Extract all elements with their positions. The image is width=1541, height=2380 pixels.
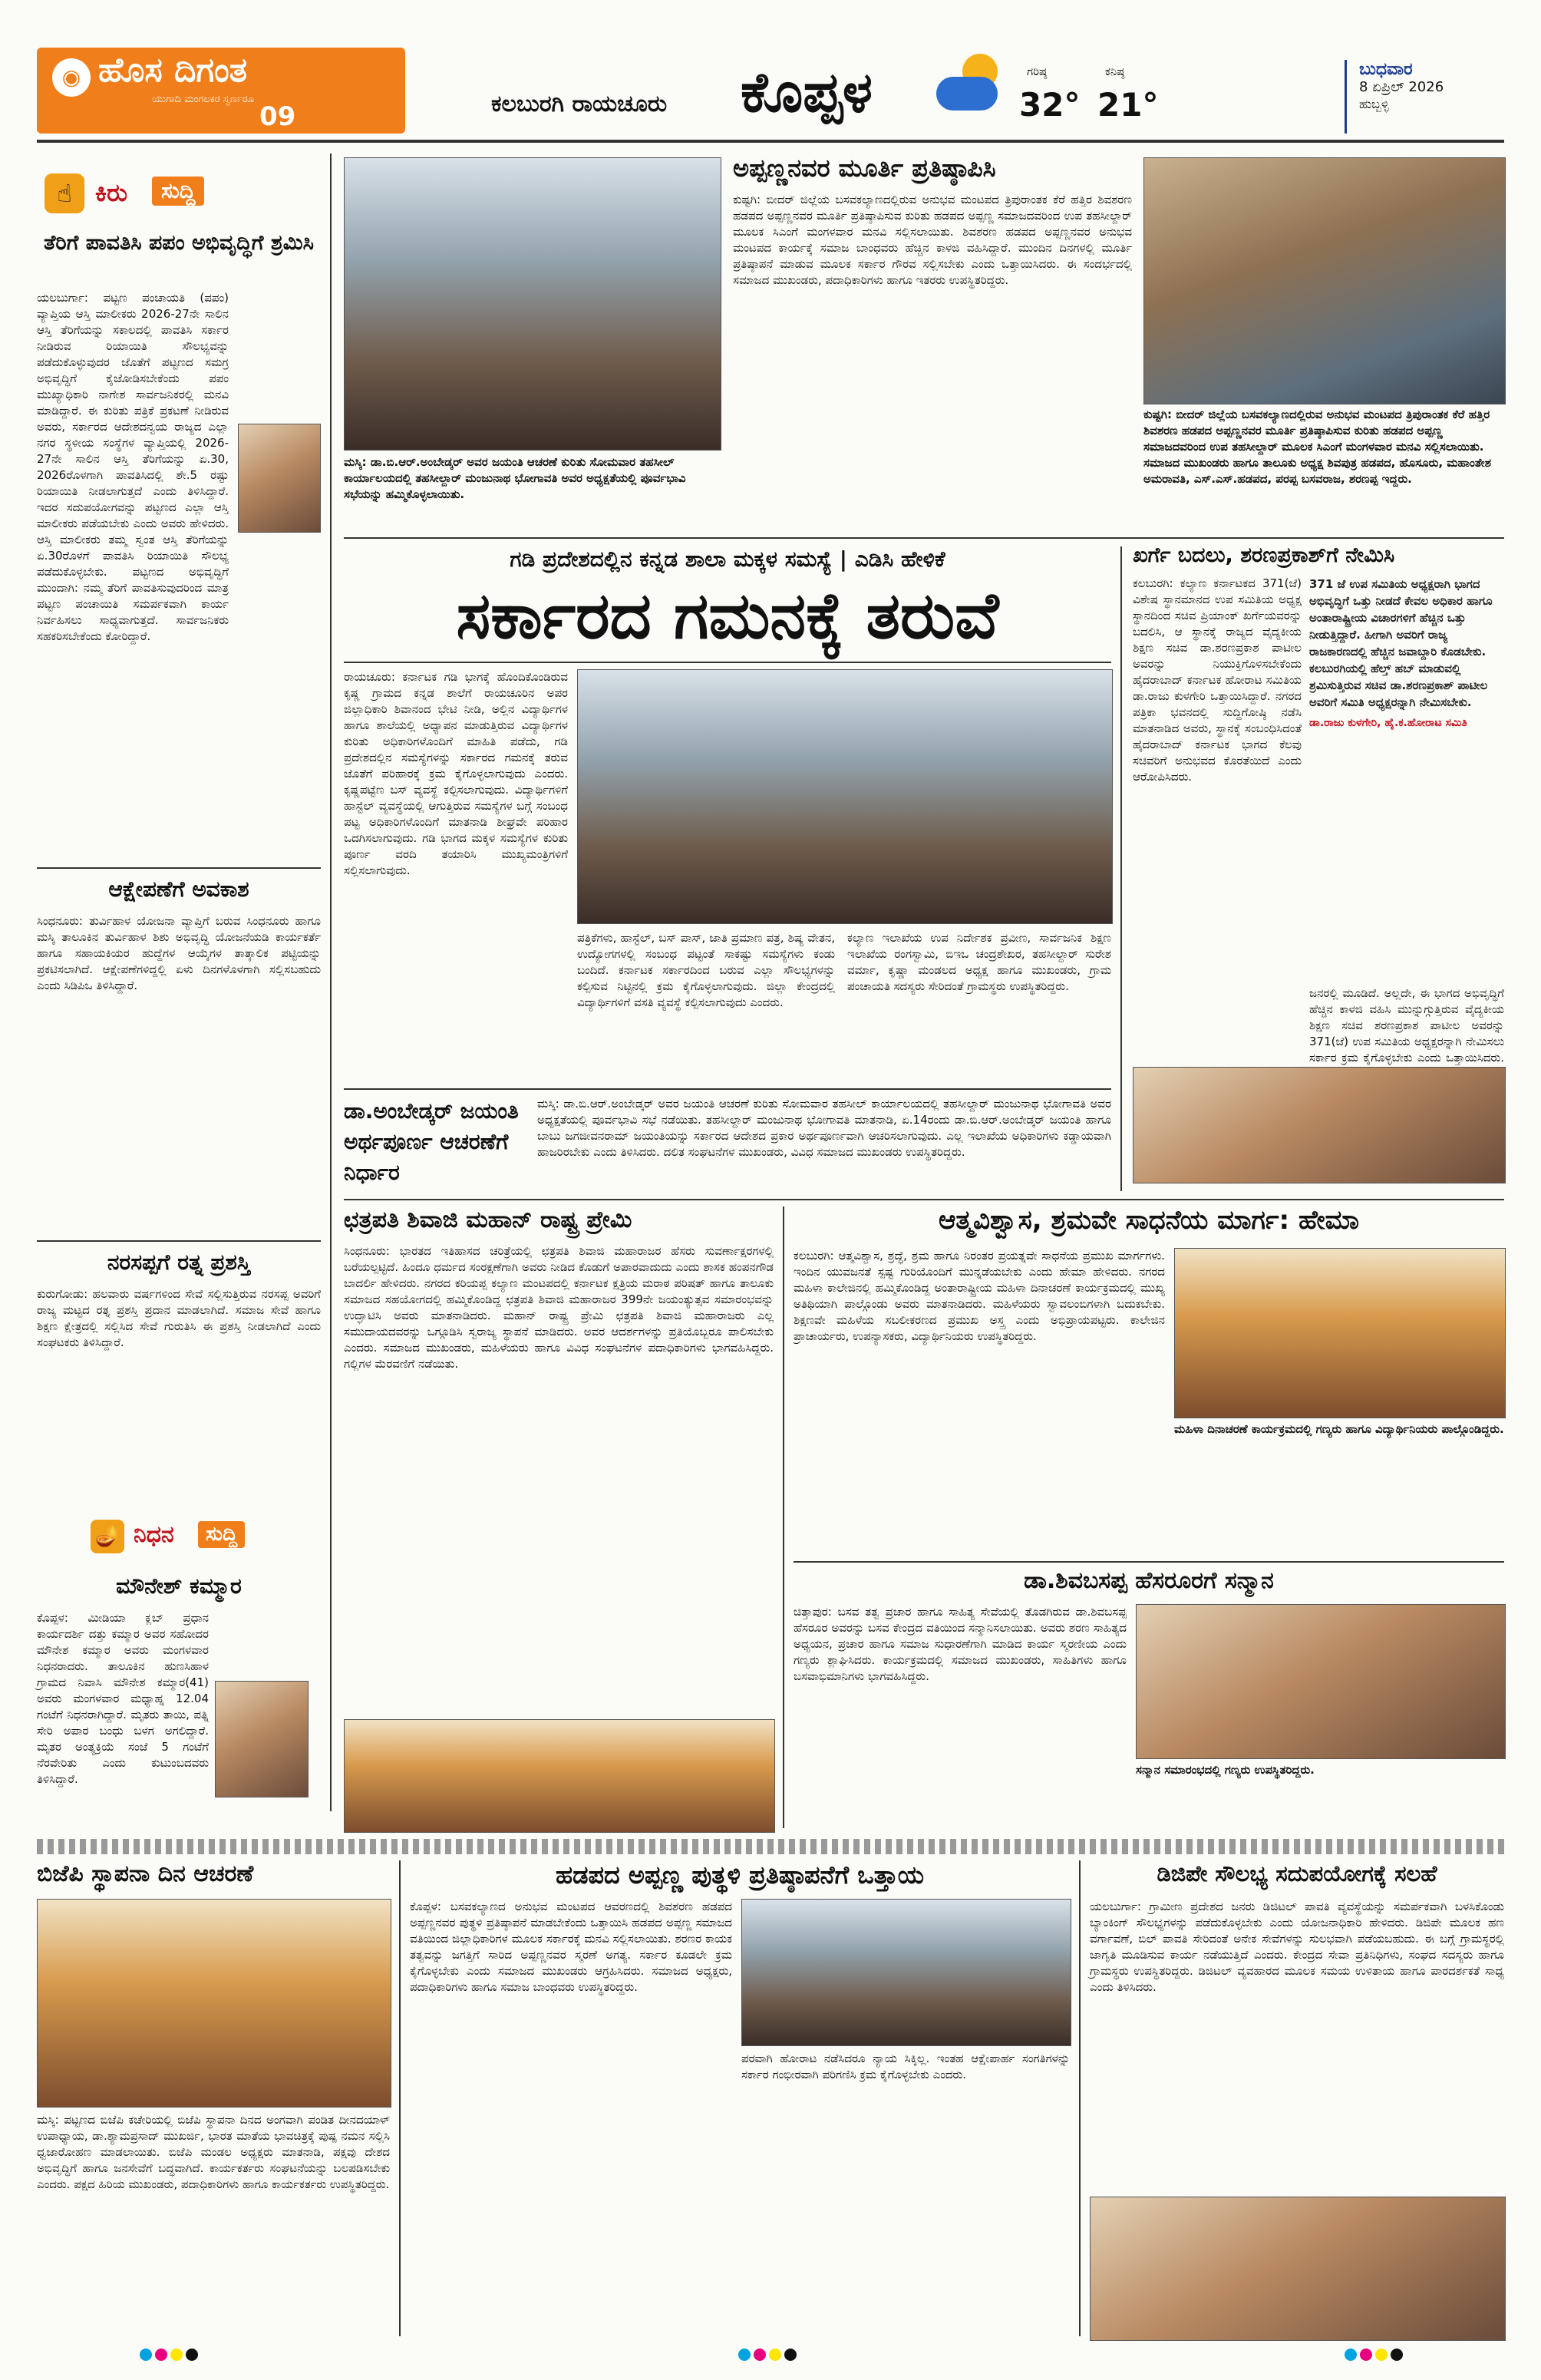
photo-caption: ಮಹಿಳಾ ದಿನಾಚರಣೆ ಕಾರ್ಯಕ್ರಮದಲ್ಲಿ ಗಣ್ಯರು ಹಾಗೂ ವಿದ್ಯಾರ್ಥಿನಿಯರು ಪಾಲ್ಗೊಂಡಿದ್ದರು. (1174, 1422, 1504, 1436)
divider (344, 662, 1111, 663)
page-number: 09 (259, 101, 296, 132)
meeting-photo (344, 157, 721, 451)
divider (344, 1088, 1111, 1090)
story-body: ಕಲಬುರಗಿ: ಕಲ್ಯಾಣ ಕರ್ನಾಟಕದ 371(ಜೆ) ವಿಶೇಷ ಸ್ಥಾನಮಾನದ ಉಪ ಸಮಿತಿಯ ಅಧ್ಯಕ್ಷ ಸ್ಥಾನದಿಂದ ಸಚಿವ ಪ್ರಿಯಾಂಕ್ ಖರ್ಗೆಯವರನ್ನು ಬದಲಿಸಿ, ಆ ಸ್ಥಾನಕ್ಕೆ ರಾಜ್ಯದ ವೈದ್ಯಕೀಯ ಶಿಕ್ಷಣ ಸಚಿವ ಡಾ.ಶರಣಪ್ರಕಾಶ ಪಾಟೀಲ ಅವರನ್ನು ನಿಯುಕ್ತಿಗೊಳಿಸಬೇಕೆಂದು ಹೈದರಾಬಾದ್ ಕರ್ನಾಟಕ ಹೋರಾಟ ಸಮಿತಿಯ ಡಾ.ರಾಜು ಕುಳಗೇರಿ ಒತ್ತಾಯಿಸಿದ್ದಾರೆ. ನಗರದ ಪತ್ರಿಕಾ ಭವನದಲ್ಲಿ ಸುದ್ದಿಗೋಷ್ಠಿ ನಡೆಸಿ ಮಾತನಾಡಿದ ಅವರು, ಸ್ಥಾನಕ್ಕೆ ಸಂಬಂಧಿಸಿದಂತೆ ಹೈದರಾಬಾದ್ ಕರ್ನಾಟಕ ಭಾಗದ ಕೆಲವು ಸಚಿವರಿಗೆ ಅನುಭವದ ಕೊರತೆಯಿದೆ ಎಂದು ಆರೋಪಿಸಿದರು. (1133, 576, 1302, 784)
story-body: ಕಲಬುರಗಿ: ಆತ್ಮವಿಶ್ವಾಸ, ಶ್ರದ್ಧೆ, ಶ್ರಮ ಹಾಗೂ ನಿರಂತರ ಪ್ರಯತ್ನವೇ ಸಾಧನೆಯ ಪ್ರಮುಖ ಮಾರ್ಗಗಳು. ಇಂದಿನ ಯುವಜನತೆ ಸ್ಪಷ್ಟ ಗುರಿಯೊಂದಿಗೆ ಮುನ್ನಡೆಯಬೇಕು ಎಂದು ಹೇಮಾ ಹೇಳಿದರು. ನಗರದ ಮಹಿಳಾ ಕಾಲೇಜಿನಲ್ಲಿ ಹಮ್ಮಿಕೊಂಡಿದ್ದ ಅಂತಾರಾಷ್ಟ್ರೀಯ ಮಹಿಳಾ ದಿನಾಚರಣೆ ಕಾರ್ಯಕ್ರಮದಲ್ಲಿ ಮುಖ್ಯ ಅತಿಥಿಯಾಗಿ ಪಾಲ್ಗೊಂಡು ಅವರು ಮಾತನಾಡಿದರು. ಮಹಿಳೆಯರು ಸ್ವಾವಲಂಬಿಗಳಾಗಿ ಬದುಕಬೇಕು. ಶಿಕ್ಷಣವೇ ಮಹಿಳೆಯ ಸಬಲೀಕರಣದ ಪ್ರಮುಖ ಅಸ್ತ್ರ ಎಂದು ಅಭಿಪ್ರಾಯಪಟ್ಟರು. ಕಾಲೇಜಿನ ಪ್ರಾಚಾರ್ಯರು, ಉಪನ್ಯಾಸಕರು, ವಿದ್ಯಾರ್ಥಿನಿಯರು ಉಪಸ್ಥಿತರಿದ್ದರು. (794, 1249, 1165, 1343)
memorandum-photo (1143, 157, 1506, 404)
story-body: ಕೊಪ್ಪಳ: ಮೀಡಿಯಾ ಕ್ಲಬ್ ಪ್ರಧಾನ ಕಾರ್ಯದರ್ಶಿ ದತ್ತು ಕಮ್ಮಾರ ಅವರ ಸಹೋದರ ಮೌನೇಶ ಕಮ್ಮಾರ ಅವರು ಮಂಗಳವಾರ ನಿಧನರಾದರು. ತಾಲೂಕಿನ ಹುಣಸಿಹಾಳ ಗ್ರಾಮದ ನಿವಾಸಿ ಮೌನೇಶ ಕಮ್ಮಾರ(41) ಅವರು ಮಂಗಳವಾರ ಮಧ್ಯಾಹ್ನ 12.04 ಗಂಟೆಗೆ ನಿಧನರಾಗಿದ್ದಾರೆ. ಮೃತರು ತಾಯಿ, ಪತ್ನಿ ಸೇರಿ ಅಪಾರ ಬಂಧು ಬಳಗ ಅಗಲಿದ್ದಾರೆ. ಮೃತರ ಅಂತ್ಯಕ್ರಿಯೆ ಸಂಜೆ 5 ಗಂಟೆಗೆ ನೆರವೇರಿತು ಎಂದು ಕುಟುಂಬದವರು ತಿಳಿಸಿದ್ದಾರೆ. (37, 1611, 209, 1786)
min-temp-label: ಕನಿಷ್ಠ (1105, 64, 1125, 78)
story-body: ಮಸ್ಕಿ: ಪಟ್ಟಣದ ಬಿಜೆಪಿ ಕಚೇರಿಯಲ್ಲಿ ಬಿಜೆಪಿ ಸ್ಥಾಪನಾ ದಿನದ ಅಂಗವಾಗಿ ಪಂಡಿತ ದೀನದಯಾಳ್ ಉಪಾಧ್ಯಾಯ, ಡಾ.ಶ್ಯಾಮಪ್ರಸಾದ್ ಮುಖರ್ಜಿ, ಭಾರತ ಮಾತೆಯ ಭಾವಚಿತ್ರಕ್ಕೆ ಪುಷ್ಪ ನಮನ ಸಲ್ಲಿಸಿ ಧ್ವಜಾರೋಹಣ ಮಾಡಲಾಯಿತು. ಬಿಜೆಪಿ ಮಂಡಲ ಅಧ್ಯಕ್ಷರು ಮಾತನಾಡಿ, ಪಕ್ಷವು ದೇಶದ ಅಭಿವೃದ್ಧಿಗೆ ಹಾಗೂ ಜನಸೇವೆಗೆ ಬದ್ಧವಾಗಿದೆ. ಕಾರ್ಯಕರ್ತರು ಸಂಘಟನೆಯನ್ನು ಬಲಪಡಿಸಬೇಕು ಎಂದರು. ಪಕ್ಷದ ಹಿರಿಯ ಮುಖಂಡರು, ಪದಾಧಿಕಾರಿಗಳು ಹಾಗೂ ಕಾರ್ಯಕರ್ತರು ಉಪಸ್ಥಿತರಿದ್ದರು. (37, 2113, 390, 2191)
story-body: ಮಸ್ಕಿ: ಡಾ.ಬಿ.ಆರ್.ಅಂಬೇಡ್ಕರ್ ಅವರ ಜಯಂತಿ ಆಚರಣೆ ಕುರಿತು ಸೋಮವಾರ ತಹಸೀಲ್ ಕಾರ್ಯಾಲಯದಲ್ಲಿ ತಹಸೀಲ್ದಾರ್ ಮಂಜುನಾಥ ಭೋಗಾವತಿ ಅವರ ಅಧ್ಯಕ್ಷತೆಯಲ್ಲಿ ಪೂರ್ವಭಾವಿ ಸಭೆ ನಡೆಯಿತು. ತಹಸೀಲ್ದಾರ್ ಮಂಜುನಾಥ ಭೋಗಾವತಿ ಮಾತನಾಡಿ, ಏ.14ರಂದು ಡಾ.ಬಿ.ಆರ್.ಅಂಬೇಡ್ಕರ್ ಜಯಂತಿ ಹಾಗೂ ಬಾಬು ಜಗಜೀವನರಾಮ್ ಜಯಂತಿಯನ್ನು ಸರ್ಕಾರದ ಆದೇಶದ ಪ್ರಕಾರ ಅರ್ಥಪೂರ್ಣವಾಗಿ ಆಚರಿಸಲಾಗುವುದು. ಎಲ್ಲ ಇಲಾಖೆಯ ಅಧಿಕಾರಿಗಳು ಕಡ್ಡಾಯವಾಗಿ ಹಾಜರಿರಬೇಕು ಎಂದು ತಿಳಿಸಿದರು. ದಲಿತ ಸಂಘಟನೆಗಳ ಮುಖಂಡರು, ವಿವಿಧ ಸಮಾಜದ ಮುಖಂಡರು ಉಪಸ್ಥಿತರಿದ್ದರು. (537, 1097, 1111, 1159)
divider (794, 1561, 1504, 1563)
region-label: ಕಲಬುರಗಿ ರಾಯಚೂರು (491, 91, 668, 117)
nidhana-suddi-header (91, 1518, 321, 1560)
photo-caption: ಸನ್ಮಾನ ಸಮಾರಂಭದಲ್ಲಿ ಗಣ್ಯರು ಉಪಸ್ಥಿತರಿದ್ದರು. (1136, 1763, 1315, 1777)
story-body: ಸಿಂಧನೂರು: ಭಾರತದ ಇತಿಹಾಸದ ಚರಿತ್ರೆಯಲ್ಲಿ ಛತ್ರಪತಿ ಶಿವಾಜಿ ಮಹಾರಾಜರ ಹೆಸರು ಸುವರ್ಣಾಕ್ಷರಗಳಲ್ಲಿ ಬರೆಯಲ್ಪಟ್ಟಿದೆ. ಹಿಂದೂ ಧರ್ಮದ ಸಂರಕ್ಷಣೆಗಾಗಿ ಅವರು ನೀಡಿದ ಕೊಡುಗೆ ಅಪಾರವಾದುದು ಎಂದು ಶಾಸಕ ಹಂಪನಗೌಡ ಬಾದರ್ಲಿ ಹೇಳಿದರು. ನಗರದ ಕರಿಯಪ್ಪ ಕಲ್ಯಾಣ ಮಂಟಪದಲ್ಲಿ ಕರ್ನಾಟಕ ಕ್ಷತ್ರಿಯ ಮರಾಠ ಪರಿಷತ್ ಹಾಗೂ ತಾಲೂಕು ಸಮಾಜದ ಸಹಯೋಗದಲ್ಲಿ ಹಮ್ಮಿಕೊಂಡಿದ್ದ ಛತ್ರಪತಿ ಶಿವಾಜಿ ಮಹಾರಾಜರ 399ನೇ ಜಯಂತ್ಯುತ್ಸವ ಸಮಾರಂಭವನ್ನು ಉದ್ಘಾಟಿಸಿ ಅವರು ಮಾತನಾಡಿದರು. ಮಹಾನ್ ರಾಷ್ಟ್ರ ಪ್ರೇಮಿ ಛತ್ರಪತಿ ಶಿವಾಜಿ ಮಹಾರಾಜರು ಎಲ್ಲ ಸಮುದಾಯದವರನ್ನು ಒಗ್ಗೂಡಿಸಿ ಸ್ವರಾಜ್ಯ ಸ್ಥಾಪನೆ ಮಾಡಿದರು. ಅವರ ಆದರ್ಶಗಳನ್ನು ಪ್ರತಿಯೊಬ್ಬರೂ ಪಾಲಿಸಬೇಕು ಎಂದರು. ಸಮಾಜದ ಮುಖಂಡರು, ಮಹಿಳೆಯರು ಹಾಗೂ ವಿವಿಧ ಸಂಘಟನೆಗಳ ಪದಾಧಿಕಾರಿಗಳು ಭಾಗವಹಿಸಿದ್ದರು. ಗಲ್ಲಿಗಳ ಮೆರವಣಿಗೆ ನಡೆಯಿತು. (344, 1244, 774, 1371)
lamp-icon: 🪔 (91, 1520, 124, 1553)
quote-byline: ಡಾ.ರಾಜು ಕುಳಗೇರಿ, ಹೈ.ಕ.ಹೋರಾಟ ಸಮಿತಿ (1309, 717, 1467, 729)
photo-caption: ಕುಷ್ಟಗಿ: ಬೀದರ್ ಜಿಲ್ಲೆಯ ಬಸವಕಲ್ಯಾಣದಲ್ಲಿರುವ ಅನುಭವ ಮಂಟಪದ ತ್ರಿಪುರಾಂತಕ ಕೆರೆ ಹತ್ತಿರ ಶಿವಶರಣ ಹಡಪದ ಅಪ್ಪಣ್ಣನವರ ಮೂರ್ತಿ ಪ್ರತಿಷ್ಠಾಪಿಸುವ ಕುರಿತು ಹಡಪದ ಅಪ್ಪಣ್ಣ ಸಮಾಜದವರಿಂದ ಉಪ ತಹಸೀಲ್ದಾರ್ ಮೂಲಕ ಸಿಎಂಗೆ ಮಂಗಳವಾರ ಮನವಿ ಸಲ್ಲಿಸಲಾಯಿತು. ಸಮಾಜದ ಮುಖಂಡರು ಹಾಗೂ ತಾಲೂಕು ಅಧ್ಯಕ್ಷ ಶಿವಪುತ್ರ ಹಡಪದ, ಹೊಸೂರು, ಮಹಾಂತೇಶ ಅಮರಾವತಿ, ಎಸ್.ಎಸ್.ಹಡಪದ, ಪರಪ್ಪ ಬಸವರಾಜ, ಶರಣಪ್ಪ ಇದ್ದರು. (1143, 408, 1491, 486)
min-temp: 21° (1097, 86, 1159, 124)
hand-pointer-icon: ☝ (45, 173, 84, 213)
nidhana-label: ನಿಧನ (134, 1521, 174, 1548)
story-title: ಖರ್ಗೆ ಬದಲು, ಶರಣಪ್ರಕಾಶ್‌ಗೆ ನೇಮಿಸಿ (1133, 543, 1395, 567)
story-body: ಕಲ್ಯಾಣ ಇಲಾಖೆಯ ಉಪ ನಿರ್ದೇಶಕ ಪ್ರವೀಣ, ಸಾರ್ವಜನಿಕ ಶಿಕ್ಷಣ ಇಲಾಖೆಯ ರಂಗಸ್ವಾಮಿ, ಬಿಇಒ ಚಂದ್ರಶೇಖರ, ತಹಸೀಲ್ದಾರ್ ಸುರೇಶ ವರ್ಮಾ, ಕೃಷ್ಣಾ ಮಂಡಲದ ಅಧ್ಯಕ್ಷ ಹಾಗೂ ಮುಖಂಡರು, ಗ್ರಾಮ ಪಂಚಾಯತಿ ಸದಸ್ಯರು ಸೇರಿದಂತೆ ಗ್ರಾಮಸ್ಥರು ಉಪಸ್ಥಿತರಿದ್ದರು. (847, 931, 1111, 993)
section-separator (37, 1839, 1504, 1854)
story-body: ಯಲಬುರ್ಗಾ: ಪಟ್ಟಣ ಪಂಚಾಯತಿ (ಪಪಂ) ವ್ಯಾಪ್ತಿಯ ಆಸ್ತಿ ಮಾಲೀಕರು 2026-27ನೇ ಸಾಲಿನ ಆಸ್ತಿ ತೆರಿಗೆಯನ್ನು ಸಕಾಲದಲ್ಲಿ ಪಾವತಿಸಿ ಸರ್ಕಾರ ನೀಡಿರುವ ರಿಯಾಯಿತಿ ಸೌಲಭ್ಯವನ್ನು ಪಡೆದುಕೊಳ್ಳುವುದರ ಜೊತೆಗೆ ಪಟ್ಟಣದ ಸಮಗ್ರ ಅಭಿವೃದ್ಧಿಗೆ ಕೈಜೋಡಿಸಬೇಕೆಂದು ಪಪಂ ಮುಖ್ಯಾಧಿಕಾರಿ ನಾಗೇಶ ಸಾರ್ವಜನಿಕರಲ್ಲಿ ಮನವಿ ಮಾಡಿದ್ದಾರೆ. ಈ ಕುರಿತು ಪತ್ರಿಕೆ ಪ್ರಕಟಣೆ ನೀಡಿರುವ ಅವರು, ಸರ್ಕಾರದ ಆದೇಶದನ್ವಯ ರಾಜ್ಯದ ಎಲ್ಲಾ ನಗರ ಸ್ಥಳೀಯ ಸಂಸ್ಥೆಗಳ ವ್ಯಾಪ್ತಿಯಲ್ಲಿ 2026-27ನೇ ಸಾಲಿನ ಆಸ್ತಿ ತೆರಿಗೆಯನ್ನು ಏ.30, 2026ರೊಳಗಾಗಿ ಪಾವತಿಸಿದಲ್ಲಿ ಶೇ.5 ರಷ್ಟು ರಿಯಾಯಿತಿ ನೀಡಲಾಗುತ್ತದೆ ಎಂದು ತಿಳಿಸಿದ್ದಾರೆ. ಇದರ ಸದುಪಯೋಗವನ್ನು ಪಟ್ಟಣದ ಎಲ್ಲಾ ಆಸ್ತಿ ಮಾಲೀಕರು ಪಡೆಯಬೇಕು ಎಂದು ಅವರು ಹೇಳಿದರು. ಆಸ್ತಿ ಮಾಲೀಕರು ತಮ್ಮ ಸ್ವಂತ ಆಸ್ತಿ ತೆರಿಗೆಯನ್ನು ಏ.30ರೊಳಗೆ ಪಾವತಿಸಿ ರಿಯಾಯಿತಿ ಸೌಲಭ್ಯ ಪಡೆದುಕೊಳ್ಳಬೇಕು. ಪಟ್ಟಣದ ಅಭಿವೃದ್ಧಿಗೆ ಮುಂದಾಗಿ: ನಮ್ಮ ತೆರಿಗೆ ಪಾವತಿಸುವುದರಿಂದ ಮಾತ್ರ ಪಟ್ಟಣ ಪಂಚಾಯಿತಿ ಸಮರ್ಪಕವಾಗಿ ಕಾರ್ಯ ನಿರ್ವಹಿಸಲು ಸಾಧ್ಯವಾಗುತ್ತದೆ. ಸಾರ್ವಜನಿಕರು ಸಹಕರಿಸಬೇಕೆಂದು ಕೋರಿದ್ದಾರೆ. (37, 291, 229, 643)
edition-name: ಹುಬ್ಬಳ್ಳಿ (1359, 97, 1389, 111)
city-title: ಕೊಪ್ಪಳ (741, 60, 873, 124)
kiru-suffix-badge: ಸುದ್ದಿ (152, 177, 204, 206)
quote-text: 371 ಜೆ ಉಪ ಸಮಿತಿಯ ಅಧ್ಯಕ್ಷರಾಗಿ ಭಾಗದ ಅಭಿವೃದ್ಧಿಗೆ ಒತ್ತು ನೀಡದೆ ಕೇವಲ ಅಧಿಕಾರ ಹಾಗೂ ಅಂತಾರಾಷ್ಟ್ರೀಯ ವಿಚಾರಗಳಿಗೆ ಹೆಚ್ಚಿನ ಒತ್ತು ನೀಡುತ್ತಿದ್ದಾರೆ. ಹೀಗಾಗಿ ಅವರಿಗೆ ರಾಜ್ಯ ರಾಜಕಾರಣದಲ್ಲಿ ಹೆಚ್ಚಿನ ಜವಾಬ್ದಾರಿ ಕೊಡಬೇಕು. ಕಲಬುರಗಿಯಲ್ಲಿ ಹೆಲ್ತ್ ಹಬ್ ಮಾಡುವಲ್ಲಿ ಶ್ರಮಿಸುತ್ತಿರುವ ಸಚಿವ ಡಾ.ಶರಣಪ್ರಕಾಶ್ ಪಾಟೀಲ ಅವರಿಗೆ ಸಮಿತಿ ಅಧ್ಯಕ್ಷರನ್ನಾಗಿ ನೇಮಿಸಬೇಕು. (1309, 577, 1493, 709)
column-separator (1079, 1860, 1081, 2336)
column-separator (399, 1860, 401, 2336)
divider (37, 867, 321, 869)
brand-tagline: ಯುಗಾದಿ ಮಂಗಲಕರ ಸ್ವರ್ಣರೂ (152, 94, 254, 105)
story-title: ಅಪ್ಪಣ್ಣನವರ ಮೂರ್ತಿ ಪ್ರತಿಷ್ಠಾಪಿಸಿ (733, 153, 996, 183)
brand-emblem-icon: ◉ (52, 58, 91, 97)
story-title: ತೆರಿಗೆ ಪಾವತಿಸಿ ಪಪಂ ಅಭಿವೃದ್ಧಿಗೆ ಶ್ರಮಿಸಿ (44, 231, 314, 255)
story-body: ರಾಯಚೂರು: ಕರ್ನಾಟಕ ಗಡಿ ಭಾಗಕ್ಕೆ ಹೊಂದಿಕೊಂಡಿರುವ ಕೃಷ್ಣ ಗ್ರಾಮದ ಕನ್ನಡ ಶಾಲೆಗೆ ರಾಯಚೂರಿನ ಅಪರ ಜಿಲ್ಲಾಧಿಕಾರಿ ಶಿವಾನಂದ ಭೇಟಿ ನೀಡಿ, ಅಲ್ಲಿನ ವಿದ್ಯಾರ್ಥಿಗಳ ಹಾಗೂ ಶಾಲೆಯಲ್ಲಿ ಅಧ್ಯಾಪನ ಮಾಡುತ್ತಿರುವ ವಿದ್ಯಾರ್ಥಿಗಳ ಕುರಿತು ಅಧಿಕಾರಿಗಳೊಂದಿಗೆ ಮಾಹಿತಿ ಪಡೆದು, ಗಡಿ ಪ್ರದೇಶದಲ್ಲಿನ ಸಮಸ್ಯೆಗಳನ್ನು ಸರ್ಕಾರದ ಗಮನಕ್ಕೆ ತರುವ ಜೊತೆಗೆ ಪರಿಹಾರಕ್ಕೆ ಕ್ರಮ ಕೈಗೊಳ್ಳಲಾಗುವುದು ಎಂದರು. ಕೃಷ್ಣಪಟ್ಟೆಣ ಬಸ್ ವ್ಯವಸ್ಥೆ ಕಲ್ಪಿಸಲಾಗುವುದು. ವಿದ್ಯಾರ್ಥಿಗಳಿಗೆ ಹಾಸ್ಟೆಲ್ ವ್ಯವಸ್ಥೆಯಲ್ಲಿ ಆಗುತ್ತಿರುವ ಸಮಸ್ಯೆಗಳ ಬಗ್ಗೆ ಸಂಬಂಧ ಪಟ್ಟ ಅಧಿಕಾರಿಗಳೊಂದಿಗೆ ಮಾತನಾಡಿ ಶೀಘ್ರವೇ ಪರಿಹಾರ ಒದಗಿಸಲಾಗುವುದು. ಗಡಿ ಭಾಗದ ಮಕ್ಕಳ ಸಮಸ್ಯೆಗಳ ಕುರಿತು ಪೂರ್ಣ ವರದಿ ತಯಾರಿಸಿ ಮುಖ್ಯಮಂತ್ರಿಗಳಿಗೆ ಸಲ್ಲಿಸಲಾಗುವುದು. (344, 670, 568, 877)
weather-cloud-icon (936, 54, 1005, 123)
divider (344, 537, 1504, 539)
story-title: ಹಡಪದ ಅಪ್ಪಣ್ಣ ಪುತ್ಥಳಿ ಪ್ರತಿಷ್ಠಾಪನೆಗೆ ಒತ್ತಾಯ (555, 1860, 925, 1890)
submission-photo (741, 1899, 1071, 2046)
max-temp: 32° (1019, 86, 1081, 124)
brand-logo[interactable] (37, 48, 405, 134)
press-meet-photo (1133, 1067, 1506, 1183)
kiru-suddi-header (37, 170, 321, 220)
max-temp-label: ಗರಿಷ್ಠ (1027, 64, 1048, 78)
school-students-photo (577, 669, 1113, 924)
story-title: ಡಾ.ಶಿವಬಸಪ್ಪ ಹೆಸರೂರಗೆ ಸನ್ಮಾನ (1024, 1567, 1274, 1594)
kiru-label: ಕಿರು (95, 178, 128, 207)
womens-day-photo (1174, 1248, 1506, 1418)
story-body: ಪರವಾಗಿ ಹೋರಾಟ ನಡೆಸಿದರೂ ನ್ಯಾಯ ಸಿಕ್ಕಿಲ್ಲ. ಇಂತಹ ಆಕ್ಷೇಪಾರ್ಹ ಸಂಗತಿಗಳನ್ನು ಸರ್ಕಾರ ಗಂಭೀರವಾಗಿ ಪರಿಗಣಿಸಿ ಕ್ರಮ ಕೈಗೊಳ್ಳಬೇಕು ಎಂದರು. (741, 2052, 1070, 2081)
lead-headline: ಸರ್ಕಾರದ ಗಮನಕ್ಕೆ ತರುವೆ (456, 578, 999, 653)
story-body: ಕೊಪ್ಪಳ: ಬಸವಕಲ್ಯಾಣದ ಅನುಭವ ಮಂಟಪದ ಆವರಣದಲ್ಲಿ ಶಿವಶರಣ ಹಡಪದ ಅಪ್ಪಣ್ಣನವರ ಪುತ್ಥಳಿ ಪ್ರತಿಷ್ಠಾಪನೆ ಮಾಡಬೇಕೆಂದು ಒತ್ತಾಯಿಸಿ ಹಡಪದ ಅಪ್ಪಣ್ಣ ಸಮಾಜದ ವತಿಯಿಂದ ಜಿಲ್ಲಾಧಿಕಾರಿಗಳ ಮೂಲಕ ಸರ್ಕಾರಕ್ಕೆ ಮನವಿ ಸಲ್ಲಿಸಲಾಯಿತು. ಶರಣರ ಕಾಯಕ ತತ್ವವನ್ನು ಜಗತ್ತಿಗೆ ಸಾರಿದ ಅಪ್ಪಣ್ಣನವರ ಸ್ಮರಣೆ ಅಗತ್ಯ. ಸರ್ಕಾರ ಕೂಡಲೇ ಕ್ರಮ ಕೈಗೊಳ್ಳಬೇಕು ಎಂದು ಸಮಾಜದ ಮುಖಂಡರು ಆಗ್ರಹಿಸಿದರು. ಸಮಾಜದ ಅಧ್ಯಕ್ಷರು, ಪದಾಧಿಕಾರಿಗಳು ಹಾಗೂ ಸಮಾಜ ಬಾಂಧವರು ಉಪಸ್ಥಿತರಿದ್ದರು. (410, 1900, 732, 1994)
story-title: ಡಾ.ಅಂಬೇಡ್ಕರ್ ಜಯಂತಿ ಅರ್ಥಪೂರ್ಣ ಆಚರಣೆಗೆ ನಿರ್ಧಾರ (344, 1098, 519, 1185)
left-column (37, 153, 321, 1819)
story-title: ನರಸಪ್ಪಗೆ ರತ್ನ ಪ್ರಶಸ್ತಿ (107, 1249, 251, 1275)
quote-highlight (1309, 576, 1504, 975)
masthead (0, 0, 1541, 146)
issue-date: 8 ಏಪ್ರಿಲ್ 2026 (1359, 79, 1444, 95)
shivaji-jayanti-photo (344, 1719, 775, 1833)
felicitation-photo (1136, 1604, 1506, 1759)
story-title: ಡಿಜಿಪೇ ಸೌಲಭ್ಯ ಸದುಪಯೋಗಕ್ಕೆ ಸಲಹೆ (1157, 1860, 1437, 1887)
obituary-portrait (215, 1681, 309, 1797)
story-body: ಸಿಂಧನೂರು: ತುರ್ವಿಹಾಳ ಯೋಜನಾ ವ್ಯಾಪ್ತಿಗೆ ಬರುವ ಸಿಂಧನೂರು ಹಾಗೂ ಮಸ್ಕಿ ತಾಲೂಕಿನ ತುರ್ವಿಹಾಳ ಶಿಶು ಅಭಿವೃದ್ಧಿ ಯೋಜನೆಯಡಿ ಕಾರ್ಯಕರ್ತೆ ಹಾಗೂ ಸಹಾಯಕಿಯರ ಹುದ್ದೆಗಳ ಆಯ್ಕೆಗಳ ತಾತ್ಕಾಲಿಕ ಪಟ್ಟಿಯನ್ನು ಪ್ರಕಟಿಸಲಾಗಿದೆ. ಆಕ್ಷೇಪಣೆಗಳಿದ್ದಲ್ಲಿ ಏಳು ದಿನಗಳೊಳಗಾಗಿ ಸಲ್ಲಿಸಬಹುದು ಎಂದು ಸಿಡಿಪಿಒ ತಿಳಿಸಿದ್ದಾರೆ. (37, 914, 321, 992)
nidhana-suffix-badge: ಸುದ್ದಿ (198, 1521, 245, 1548)
divider (37, 1240, 321, 1242)
column-separator (783, 1207, 784, 1828)
story-title: ಛತ್ರಪತಿ ಶಿವಾಜಿ ಮಹಾನ್ ರಾಷ್ಟ್ರ ಪ್ರೇಮಿ (344, 1207, 632, 1233)
story-title: ಆತ್ಮವಿಶ್ವಾಸ, ಶ್ರಮವೇ ಸಾಧನೆಯ ಮಾರ್ಗ: ಹೇಮಾ (938, 1205, 1360, 1236)
story-title: ಬಿಜೆಪಿ ಸ್ಥಾಪನಾ ದಿನ ಆಚರಣೆ (37, 1860, 254, 1887)
story-body: ಚಿತ್ತಾಪುರ: ಬಸವ ತತ್ವ ಪ್ರಚಾರ ಹಾಗೂ ಸಾಹಿತ್ಯ ಸೇವೆಯಲ್ಲಿ ತೊಡಗಿರುವ ಡಾ.ಶಿವಬಸಪ್ಪ ಹೆಸರೂರ ಅವರನ್ನು ಬಸವ ಕೇಂದ್ರದ ವತಿಯಿಂದ ಸನ್ಮಾನಿಸಲಾಯಿತು. ಅವರು ಶರಣ ಸಾಹಿತ್ಯದ ಅಧ್ಯಯನ, ಪ್ರಚಾರ ಹಾಗೂ ಸಮಾಜ ಸುಧಾರಣೆಗಾಗಿ ಮಾಡಿದ ಕಾರ್ಯ ಸ್ಮರಣೀಯ ಎಂದು ಗಣ್ಯರು ಶ್ಲಾಘಿಸಿದರು. ಕಾರ್ಯಕ್ರಮದಲ್ಲಿ ಸಮಾಜದ ಮುಖಂಡರು, ಸಾಹಿತಿಗಳು ಹಾಗೂ ಬಸವಾಭಿಮಾನಿಗಳು ಭಾಗವಹಿಸಿದ್ದರು. (794, 1605, 1127, 1683)
story-body: ಜನರಲ್ಲಿ ಮೂಡಿದೆ. ಅಲ್ಲದೇ, ಈ ಭಾಗದ ಅಭಿವೃದ್ಧಿಗೆ ಹೆಚ್ಚಿನ ಕಾಳಜಿ ವಹಿಸಿ ಮುನ್ನುಗ್ಗುತ್ತಿರುವ ವೈದ್ಯಕೀಯ ಶಿಕ್ಷಣ ಸಚಿವ ಶರಣಪ್ರಕಾಶ ಪಾಟೀಲ ಅವರನ್ನು 371(ಜೆ) ಉಪ ಸಮಿತಿಯ ಅಧ್ಯಕ್ಷರನ್ನಾಗಿ ನೇಮಿಸಲು ಸರ್ಕಾರ ಕ್ರಮ ಕೈಗೊಳ್ಳಬೇಕು ಎಂದು ಒತ್ತಾಯಿಸಿದರು. (1309, 986, 1504, 1065)
story-body: ಕುರುಗೋಡು: ಹಲವಾರು ವರ್ಷಗಳಿಂದ ಸೇವೆ ಸಲ್ಲಿಸುತ್ತಿರುವ ನರಸಪ್ಪ ಅವರಿಗೆ ರಾಜ್ಯ ಮಟ್ಟದ ರತ್ನ ಪ್ರಶಸ್ತಿ ಪ್ರದಾನ ಮಾಡಲಾಗಿದೆ. ಸಮಾಜ ಸೇವೆ ಹಾಗೂ ಶಿಕ್ಷಣ ಕ್ಷೇತ್ರದಲ್ಲಿ ಸಲ್ಲಿಸಿದ ಸೇವೆ ಗುರುತಿಸಿ ಈ ಪ್ರಶಸ್ತಿ ನೀಡಲಾಗಿದೆ ಎಂದು ಸಂಘಟಕರು ತಿಳಿಸಿದ್ದಾರೆ. (37, 1287, 321, 1349)
digipay-event-photo (1090, 2197, 1506, 2341)
brand-name: ಹೊಸ ದಿಗಂತ (98, 51, 248, 90)
column-separator (1120, 546, 1122, 1191)
weekday: ಬುಧವಾರ (1359, 60, 1413, 79)
story-body: ಕುಷ್ಟಗಿ: ಬೀದರ್ ಜಿಲ್ಲೆಯ ಬಸವಕಲ್ಯಾಣದಲ್ಲಿರುವ ಅನುಭವ ಮಂಟಪದ ತ್ರಿಪುರಾಂತಕ ಕೆರೆ ಹತ್ತಿರ ಶಿವಶರಣ ಹಡಪದ ಅಪ್ಪಣ್ಣನವರ ಮೂರ್ತಿ ಪ್ರತಿಷ್ಠಾಪಿಸುವ ಕುರಿತು ಹಡಪದ ಅಪ್ಪಣ್ಣ ಸಮಾಜದವರಿಂದ ಉಪ ತಹಸೀಲ್ದಾರ್ ಮೂಲಕ ಸಿಎಂಗೆ ಮಂಗಳವಾರ ಮನವಿ ಸಲ್ಲಿಸಲಾಯಿತು. ಶಿವಶರಣ ಹಡಪದ ಅಪ್ಪಣ್ಣನವರ ಅನುಭವ ಮಂಟಪದ ಕಾರ್ಯಕ್ಕೆ ಸಮಾಜ ಬಾಂಧವರು ಹೆಚ್ಚಿನ ಕಾಳಜಿ ವಹಿಸಿದ್ದಾರೆ. ಮುಂದಿನ ದಿನಗಳಲ್ಲಿ ಮೂರ್ತಿ ಪ್ರತಿಷ್ಠಾಪನೆ ಮಾಡುವ ಮೂಲಕ ಸರ್ಕಾರ ಗೌರವ ಸಲ್ಲಿಸಬೇಕು ಎಂದು ಒತ್ತಾಯಿಸಿದರು. ಈ ಸಂದರ್ಭದಲ್ಲಿ ಸಮಾಜದ ಮುಖಂಡರು, ಪದಾಧಿಕಾರಿಗಳು ಹಾಗೂ ಇತರರು ಉಪಸ್ಥಿತರಿದ್ದರು. (733, 193, 1132, 287)
story-body: ಯಲಬುರ್ಗಾ: ಗ್ರಾಮೀಣ ಪ್ರದೇಶದ ಜನರು ಡಿಜಿಟಲ್ ಪಾವತಿ ವ್ಯವಸ್ಥೆಯನ್ನು ಸಮರ್ಪಕವಾಗಿ ಬಳಸಿಕೊಂಡು ಬ್ಯಾಂಕಿಂಗ್ ಸೌಲಭ್ಯಗಳನ್ನು ಪಡೆದುಕೊಳ್ಳಬೇಕು ಎಂದು ಯೋಜನಾಧಿಕಾರಿ ಹೇಳಿದರು. ಡಿಜಿಪೇ ಮೂಲಕ ಹಣ ವರ್ಗಾವಣೆ, ಬಿಲ್ ಪಾವತಿ ಸೇರಿದಂತೆ ಅನೇಕ ಸೇವೆಗಳನ್ನು ಸುಲಭವಾಗಿ ಪಡೆಯಬಹುದು. ಈ ಬಗ್ಗೆ ಗ್ರಾಮಸ್ಥರಲ್ಲಿ ಜಾಗೃತಿ ಮೂಡಿಸುವ ಕಾರ್ಯ ನಡೆಯುತ್ತಿದೆ ಎಂದರು. ಕೇಂದ್ರದ ಸೇವಾ ಪ್ರತಿನಿಧಿಗಳು, ಸಂಘದ ಸದಸ್ಯರು ಹಾಗೂ ಗ್ರಾಮಸ್ಥರು ಉಪಸ್ಥಿತರಿದ್ದರು. ಡಿಜಿಟಲ್ ವ್ಯವಹಾರದ ಮೂಲಕ ಸಮಯ ಉಳಿತಾಯ ಹಾಗೂ ಪಾರದರ್ಶಕತೆ ಸಾಧ್ಯ ಎಂದು ತಿಳಿಸಿದರು. (1090, 1900, 1504, 1994)
divider (344, 1199, 1504, 1200)
photo-caption: ಮಸ್ಕಿ: ಡಾ.ಬಿ.ಆರ್.ಅಂಬೇಡ್ಕರ್ ಅವರ ಜಯಂತಿ ಆಚರಣೆ ಕುರಿತು ಸೋಮವಾರ ತಹಸೀಲ್ ಕಾರ್ಯಾಲಯದಲ್ಲಿ ತಹಸೀಲ್ದಾರ್ ಮಂಜುನಾಥ ಭೋಗಾವತಿ ಅವರ ಅಧ್ಯಕ್ಷತೆಯಲ್ಲಿ ಪೂರ್ವಭಾವಿ ಸಭೆಯನ್ನು ಹಮ್ಮಿಕೊಳ್ಳಲಾಯಿತು. (344, 455, 686, 501)
story-title: ಆಕ್ಷೇಪಣೆಗೆ ಅವಕಾಶ (108, 876, 249, 902)
registration-marks (0, 2349, 1541, 2372)
story-title: ಮೌನೇಶ್ ಕಮ್ಮಾರ (116, 1573, 242, 1599)
bjp-event-photo (37, 1899, 391, 2108)
column-separator (330, 153, 332, 1811)
reporter-portrait (238, 424, 321, 533)
lead-story-kicker: ಗಡಿ ಪ್ರದೇಶದಲ್ಲಿನ ಕನ್ನಡ ಶಾಲಾ ಮಕ್ಕಳ ಸಮಸ್ಯೆ | ಎಡಿಸಿ ಹೇಳಿಕೆ (510, 546, 945, 572)
story-body: ಪತ್ರಿಕೆಗಳು, ಹಾಸ್ಟೆಲ್, ಬಸ್ ಪಾಸ್, ಜಾತಿ ಪ್ರಮಾಣ ಪತ್ರ, ಶಿಷ್ಯ ವೇತನ, ಉದ್ಯೋಗಗಳಲ್ಲಿ ಸಂಬಂಧ ಪಟ್ಟಂತೆ ಸಾಕಷ್ಟು ಸಮಸ್ಯೆಗಳು ಕಂಡು ಬಂದಿದೆ. ಕರ್ನಾಟಕ ಸರ್ಕಾರದಿಂದ ಬರುವ ಎಲ್ಲಾ ಸೌಲಭ್ಯಗಳನ್ನು ಕಲ್ಪಿಸುವ ನಿಟ್ಟಿನಲ್ಲಿ ಕ್ರಮ ಕೈಗೊಳ್ಳಲಾಗುವುದು. ಜಿಲ್ಲಾ ಕೇಂದ್ರದಲ್ಲಿ ವಿದ್ಯಾರ್ಥಿಗಳಿಗೆ ವಸತಿ ವ್ಯವಸ್ಥೆ ಕಲ್ಪಿಸಲಾಗುವುದು ಎಂದರು. (577, 931, 835, 1009)
masthead-rule (37, 140, 1504, 143)
issue-date-box (1345, 60, 1520, 134)
